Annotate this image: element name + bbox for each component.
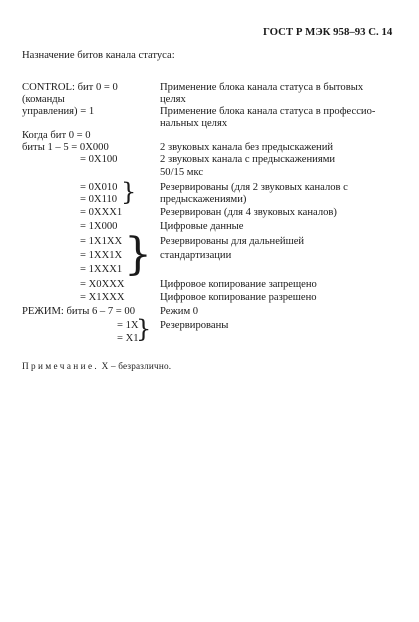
section-heading: Назначение битов канала статуса: <box>22 50 175 61</box>
note <box>22 360 171 372</box>
row-5-right: 2 звуковых канала без предыскажений <box>160 142 334 153</box>
brace-mode-reserved: } <box>136 315 152 343</box>
row-2-right: Применение блока канала статуса в профессио- <box>160 106 376 117</box>
row-10-right: Резервирован (для 4 звуковых каналов) <box>160 207 337 218</box>
row-10-left: = 0XXX1 <box>80 207 123 218</box>
row-6-left: = 0X100 <box>80 154 118 165</box>
note-label: Примечание. <box>22 361 100 371</box>
row-5-left: биты 1 – 5 = 0X000 <box>22 142 109 153</box>
page-header: ГОСТ Р МЭК 958–93 С. 14 <box>263 26 393 38</box>
row-0-right: Применение блока канала статуса в бытовых <box>160 82 364 93</box>
row-8-right: Резервированы (для 2 звуковых каналов с <box>160 182 348 193</box>
row-11-right: Цифровые данные <box>160 221 244 232</box>
brace-reserved-preemphasis: } <box>121 178 137 206</box>
row-16-right: Цифровое копирование разрешено <box>160 292 317 303</box>
row-18-right: Резервированы <box>160 320 229 331</box>
row-7-right: 50/15 мкс <box>160 167 204 178</box>
row-4-left: Когда бит 0 = 0 <box>22 130 91 141</box>
row-9-right: предыскажениями) <box>160 194 247 205</box>
row-1-right: целях <box>160 94 186 105</box>
row-8-left: = 0X010 <box>80 182 118 193</box>
note-text: X – безразлично. <box>101 361 172 371</box>
row-12-left: = 1X1XX <box>80 236 123 247</box>
row-11-left: = 1X000 <box>80 221 118 232</box>
row-13-left: = 1XX1X <box>80 250 123 261</box>
row-16-left: = X1XXX <box>80 292 125 303</box>
row-14-left: = 1XXX1 <box>80 264 123 275</box>
row-18-left: = 1X <box>117 320 139 331</box>
row-2-left: управления) = 1 <box>22 106 95 117</box>
brace-reserved-future: } <box>124 229 152 280</box>
row-3-right: нальных целях <box>160 118 228 129</box>
row-12-right: Резервированы для дальнейшей <box>160 236 305 247</box>
row-1-left: (команды <box>22 94 65 105</box>
row-19-left: = X1 <box>117 333 139 344</box>
row-9-left: = 0X110 <box>80 194 118 205</box>
row-15-left: = X0XXX <box>80 279 125 290</box>
row-13-right: стандартизации <box>160 250 232 261</box>
row-6-right: 2 звуковых канала с предыскажениями <box>160 154 336 165</box>
row-15-right: Цифровое копирование запрещено <box>160 279 317 290</box>
row-17-left: РЕЖИМ: биты 6 – 7 = 00 <box>22 306 136 317</box>
row-17-right: Режим 0 <box>160 306 199 317</box>
row-0-left: CONTROL: бит 0 = 0 <box>22 82 118 93</box>
